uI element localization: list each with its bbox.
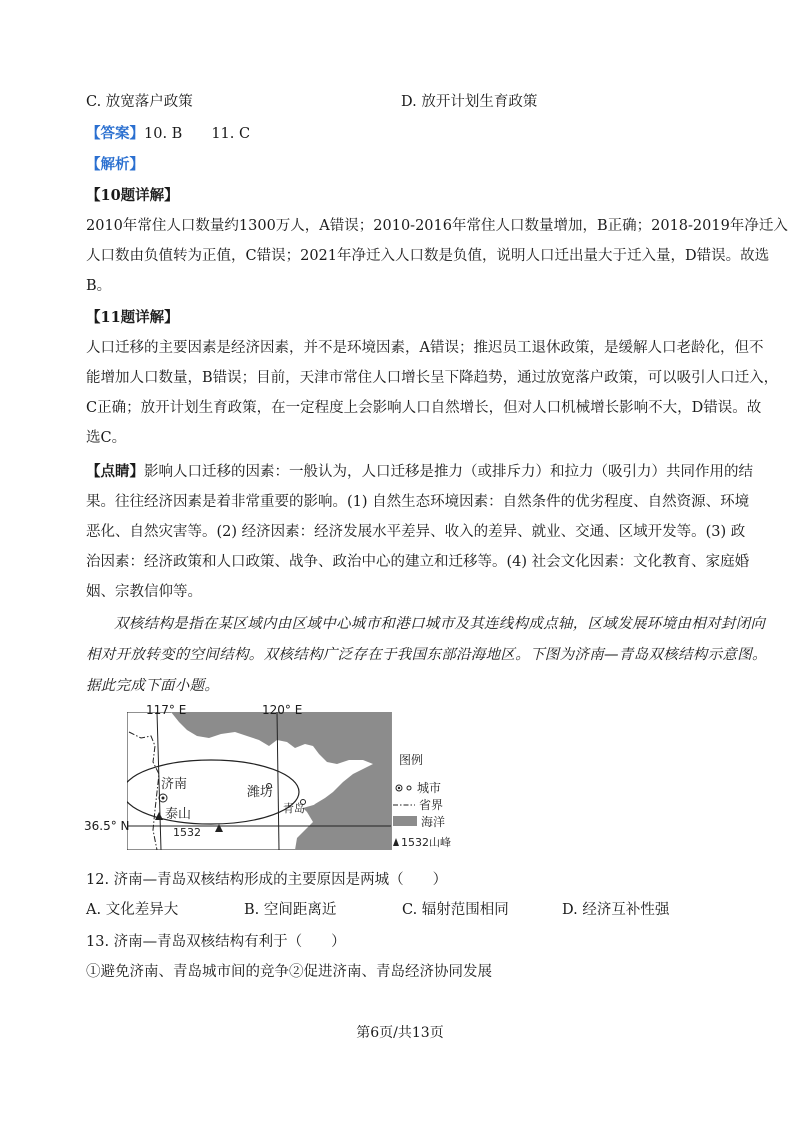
legend-ocean-swatch: [393, 816, 417, 826]
tip-line-4: 治因素：经济政策和人口政策、战争、政治中心的建立和迁移等。(4) 社会文化因素：文化教育、家庭婚: [86, 554, 750, 570]
q11-title: 【11题详解】: [86, 309, 179, 326]
q10-line-3: B。: [86, 278, 112, 294]
passage-line-1: 双核结构是指在某区域内由区域中心城市和港口城市及其连线构成点轴，区域发展环境由相对封闭向: [114, 616, 766, 632]
q10-line-1: 2010年常住人口数量约1300万人，A错误；2010-2016年常住人口数量增加，B正确；2018-2019年净迁入: [86, 218, 788, 234]
label-lon-117: 117° E: [146, 703, 187, 717]
answer-label: 【答案】: [86, 125, 144, 142]
q10-title: 【10题详解】: [86, 187, 179, 204]
label-qingdao: 青岛: [283, 802, 305, 815]
tip-line-1-text: 影响人口迁移的因素：一般认为，人口迁移是推力（或排斥力）和拉力（吸引力）共同作用的结: [144, 464, 753, 480]
legend-peak: 1532山峰: [401, 836, 451, 849]
q11-line-4: 选C。: [86, 430, 127, 446]
analysis-label: 【解析】: [86, 156, 144, 173]
q12-option-a: A. 文化差异大: [86, 902, 179, 918]
passage-line-3: 据此完成下面小题。: [86, 678, 220, 694]
legend-title: 图例: [399, 753, 424, 767]
q11-line-1: 人口迁移的主要因素是经济因素，并不是环境因素，A错误；推迟员工退休政策，是缓解人口老龄化，但不: [86, 340, 764, 356]
passage-line-2: 相对开放转变的空间结构。双核结构广泛存在于我国东部沿海地区。下图为济南—青岛双核结构示意图。: [86, 647, 767, 663]
legend-border: 省界: [419, 798, 444, 812]
q11-line-3: C正确；放开计划生育政策，在一定程度上会影响人口自然增长，但对人口机械增长影响不大，D错误。故: [86, 400, 762, 416]
jinan-qingdao-map: [127, 712, 463, 850]
legend-ocean: 海洋: [421, 815, 446, 829]
q13-stem: 13. 济南—青岛双核结构有利于（ ）: [86, 934, 346, 950]
q12-option-d: D. 经济互补性强: [562, 902, 670, 918]
tip-line-1: [86, 462, 753, 482]
tip-label: 【点睛】: [86, 463, 144, 480]
label-lat-36-5: 36.5° N: [84, 819, 130, 833]
label-weifang: 潍坊: [247, 785, 274, 800]
label-taishan: 泰山: [165, 807, 192, 822]
tip-line-2: 果。往往经济因素是着非常重要的影响。(1) 自然生态环境因素：自然条件的优劣程度、自然资源、环境: [86, 494, 750, 510]
label-lon-120: 120° E: [262, 703, 303, 717]
q13-line-1: ①避免济南、青岛城市间的竞争②促进济南、青岛经济协同发展: [86, 964, 492, 980]
legend-city: 城市: [417, 781, 442, 795]
q12-option-b: B. 空间距离近: [244, 902, 337, 918]
tip-line-3: 恶化、自然灾害等。(2) 经济因素：经济发展水平差异、收入的差异、就业、交通、区域开发等。(3) 政: [86, 524, 746, 540]
q12-option-c: C. 辐射范围相同: [402, 902, 509, 918]
q10-line-2: 人口数由负值转为正值，C错误；2021年净迁入人口数是负值，说明人口迁出量大于迁入量，D错误。故选: [86, 248, 770, 264]
answer-text: 10. B 11. C: [144, 126, 251, 142]
option-d: D. 放开计划生育政策: [401, 94, 538, 110]
page-footer: 第6页/共13页: [356, 1025, 444, 1041]
tip-line-5: 姻、宗教信仰等。: [86, 584, 202, 600]
label-mountain-height: 1532: [173, 826, 201, 839]
label-jinan: 济南: [161, 777, 188, 792]
q11-line-2: 能增加人口数量，B错误；目前，天津市常住人口增长呈下降趋势，通过放宽落户政策，可以吸引人口迁入，: [86, 370, 779, 386]
answer-row: [86, 124, 250, 144]
q12-stem: 12. 济南—青岛双核结构形成的主要原因是两城（ ）: [86, 872, 448, 888]
option-c: C. 放宽落户政策: [86, 94, 193, 110]
map-legend: [393, 752, 451, 849]
